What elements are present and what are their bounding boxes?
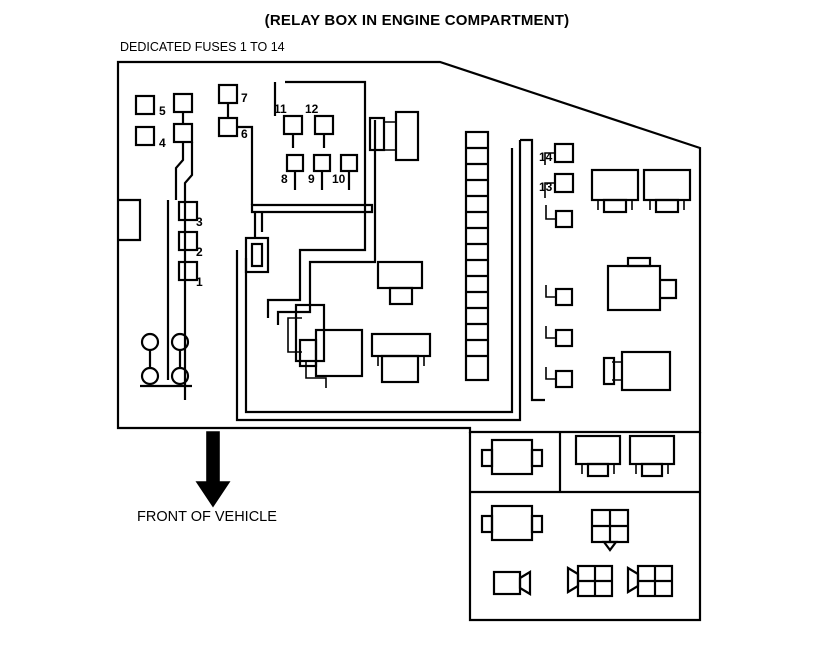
fuse-label-11: 11 xyxy=(274,102,287,116)
fuse-label-6: 6 xyxy=(241,127,248,141)
fuse-label-9: 9 xyxy=(308,172,315,186)
lead-r4 xyxy=(546,285,556,297)
dedicated-fuses-label: DEDICATED FUSES 1 TO 14 xyxy=(120,40,285,54)
relay-right-lower xyxy=(604,352,670,390)
fuse-13-terminal xyxy=(555,174,573,192)
relay-flat-center-body xyxy=(382,356,418,382)
right-terminal-5 xyxy=(556,330,572,346)
inner-bus-bar xyxy=(252,205,372,212)
fuse-4-terminal-b xyxy=(174,124,192,142)
connector-block-a-inner xyxy=(252,244,262,266)
relay-topright-tab xyxy=(370,118,384,150)
right-bus xyxy=(520,140,545,400)
top-rail xyxy=(285,82,365,120)
relay-lower-box-3 xyxy=(630,436,674,476)
right-terminal-4 xyxy=(556,289,572,305)
fuse-4-terminal-a xyxy=(136,127,154,145)
fuse-label-13: 13 xyxy=(539,180,553,194)
lower-right-box-outline xyxy=(470,432,700,620)
right-terminal-3 xyxy=(556,211,572,227)
fuse-2-terminal xyxy=(179,232,197,250)
lead-r6 xyxy=(546,367,556,379)
fuse-label-4: 4 xyxy=(159,136,166,150)
fuse-12-terminal xyxy=(315,116,333,134)
bus-left-down xyxy=(176,142,183,200)
front-of-vehicle-arrow xyxy=(197,432,229,506)
relay-right-top-1 xyxy=(592,170,638,212)
lead-r5 xyxy=(546,326,556,338)
fuse-label-12: 12 xyxy=(305,102,319,116)
fuse-label-5: 5 xyxy=(159,104,166,118)
relay-large-center-tab xyxy=(300,340,316,366)
fuse-label-2: 2 xyxy=(196,245,203,259)
relay-topright-leads xyxy=(384,122,396,150)
right-terminal-6 xyxy=(556,371,572,387)
relay-large-center xyxy=(316,330,362,376)
loop-center xyxy=(268,120,365,318)
fuse-9-terminal xyxy=(314,155,330,171)
housing-outline xyxy=(118,62,700,432)
fuse-label-3: 3 xyxy=(196,215,203,229)
relay-lower-grid-1 xyxy=(592,510,628,550)
fuse-label-14: 14 xyxy=(539,150,553,164)
bus-left-long xyxy=(185,142,192,400)
relay-flat-center xyxy=(372,334,430,356)
lead-r3 xyxy=(546,205,556,219)
relay-upper-center-foot xyxy=(390,288,412,304)
housing-left-notch xyxy=(118,200,140,240)
fuse-7-terminal xyxy=(219,85,237,103)
fuse-label-8: 8 xyxy=(281,172,288,186)
fuse-5-terminal-b xyxy=(174,94,192,112)
relay-topright-vertical xyxy=(396,112,418,160)
fuse-1-terminal xyxy=(179,262,197,280)
fuse-6-terminal xyxy=(219,118,237,136)
fuse-11-terminal xyxy=(284,116,302,134)
page-title: (RELAY BOX IN ENGINE COMPARTMENT) xyxy=(264,12,570,29)
fuse-3-terminal xyxy=(179,202,197,220)
relay-upper-center xyxy=(378,262,422,288)
relay-lower-box-4 xyxy=(482,506,542,540)
fuse-ladder-strip xyxy=(466,132,488,380)
relay-right-top-2 xyxy=(644,170,690,212)
fuse-label-7: 7 xyxy=(241,91,248,105)
relay-bottom-1 xyxy=(494,572,530,594)
loop-center-2 xyxy=(278,120,375,325)
fuse-10-terminal xyxy=(341,155,357,171)
relay-bottom-2 xyxy=(568,566,612,596)
front-of-vehicle-label: FRONT OF VEHICLE xyxy=(137,509,277,525)
relay-bottom-3 xyxy=(628,566,672,596)
relay-right-middle xyxy=(608,258,676,310)
fuse-8-terminal xyxy=(287,155,303,171)
fuse-label-10: 10 xyxy=(332,172,346,186)
fuse-14-terminal xyxy=(555,144,573,162)
relay-lower-box-1 xyxy=(482,440,542,474)
fuse-label-1: 1 xyxy=(196,275,203,289)
fuse-5-terminal-a xyxy=(136,96,154,114)
relay-lower-box-2 xyxy=(576,436,620,476)
